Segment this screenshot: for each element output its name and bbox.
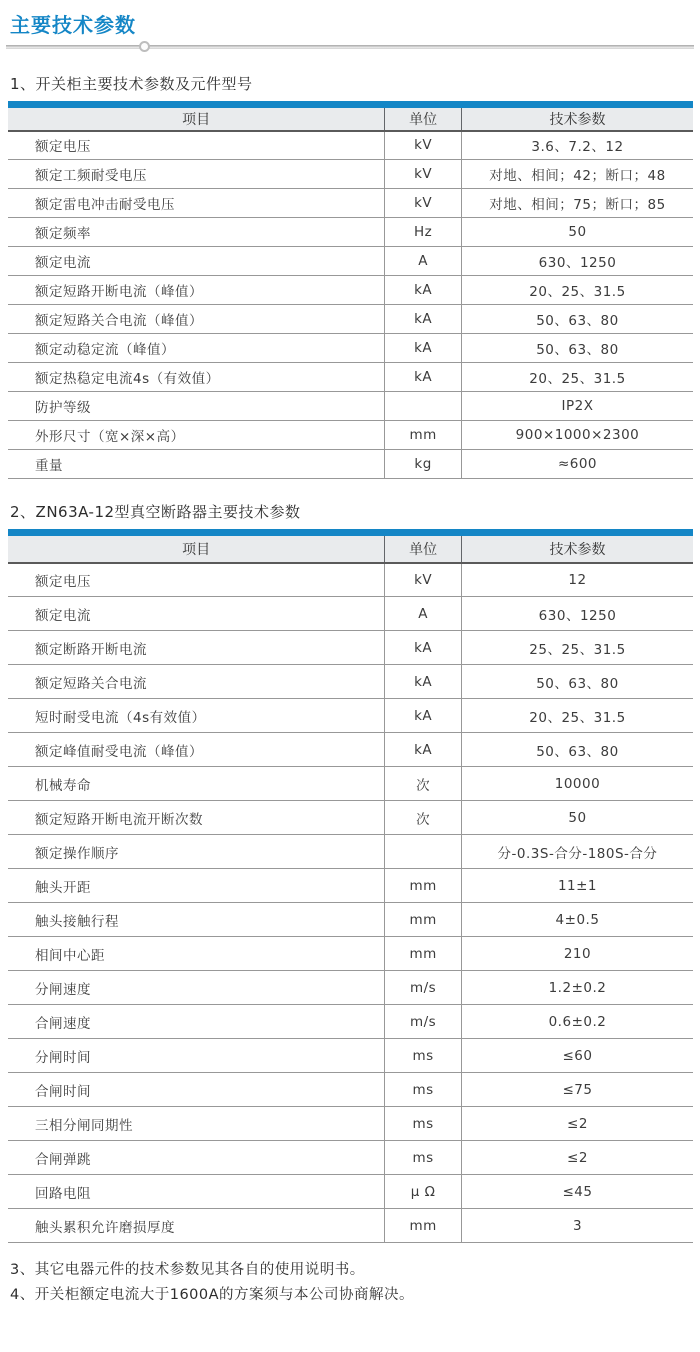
table1-header-value: 技术参数 xyxy=(461,105,693,131)
cell-value: IP2X xyxy=(461,392,693,421)
cell-item: 相间中心距 xyxy=(8,937,385,971)
table-row xyxy=(8,1073,693,1107)
cell-value: 50 xyxy=(461,801,693,835)
cell-unit: mm xyxy=(385,903,462,937)
cell-item: 额定电压 xyxy=(8,131,385,160)
table-row xyxy=(8,450,693,479)
cell-item: 触头接触行程 xyxy=(8,903,385,937)
table-row xyxy=(8,631,693,665)
table2-header-item: 项目 xyxy=(8,533,385,563)
table-row xyxy=(8,1141,693,1175)
cell-value: 10000 xyxy=(461,767,693,801)
cell-unit: Hz xyxy=(385,218,462,247)
cell-item: 额定雷电冲击耐受电压 xyxy=(8,189,385,218)
cell-item: 分闸时间 xyxy=(8,1039,385,1073)
cell-value: 900×1000×2300 xyxy=(461,421,693,450)
table-row xyxy=(8,363,693,392)
cell-value: 1.2±0.2 xyxy=(461,971,693,1005)
cell-unit: kA xyxy=(385,733,462,767)
cell-unit: kg xyxy=(385,450,462,479)
cell-item: 机械寿命 xyxy=(8,767,385,801)
cell-value: ≤2 xyxy=(461,1141,693,1175)
cell-item: 额定短路开断电流（峰值） xyxy=(8,276,385,305)
table-row xyxy=(8,392,693,421)
cell-item: 触头开距 xyxy=(8,869,385,903)
cell-value: 630、1250 xyxy=(461,597,693,631)
table1-header-item: 项目 xyxy=(8,105,385,131)
table-row xyxy=(8,903,693,937)
cell-unit: 次 xyxy=(385,767,462,801)
cell-value: 4±0.5 xyxy=(461,903,693,937)
cell-item: 额定短路关合电流（峰值） xyxy=(8,305,385,334)
cell-unit: kA xyxy=(385,334,462,363)
cell-item: 额定电流 xyxy=(8,597,385,631)
cell-value: 50、63、80 xyxy=(461,733,693,767)
cell-unit: kA xyxy=(385,631,462,665)
cell-unit: ms xyxy=(385,1073,462,1107)
cell-value: ≤75 xyxy=(461,1073,693,1107)
table2-header-value: 技术参数 xyxy=(461,533,693,563)
cell-value: 20、25、31.5 xyxy=(461,276,693,305)
cell-unit: mm xyxy=(385,1209,462,1243)
cell-unit: kV xyxy=(385,160,462,189)
table-row xyxy=(8,421,693,450)
cell-value: 3 xyxy=(461,1209,693,1243)
cell-item: 合闸弹跳 xyxy=(8,1141,385,1175)
cell-unit: kA xyxy=(385,665,462,699)
cell-item: 额定断路开断电流 xyxy=(8,631,385,665)
table-row xyxy=(8,189,693,218)
cell-unit xyxy=(385,835,462,869)
table-row xyxy=(8,597,693,631)
cell-value: ≤2 xyxy=(461,1107,693,1141)
table-row xyxy=(8,971,693,1005)
cell-value: 50 xyxy=(461,218,693,247)
table-row xyxy=(8,767,693,801)
cell-value: 630、1250 xyxy=(461,247,693,276)
cell-value: 对地、相间；42；断口；48 xyxy=(461,160,693,189)
cell-value: 210 xyxy=(461,937,693,971)
cell-value: 12 xyxy=(461,563,693,597)
cell-item: 额定峰值耐受电流（峰值） xyxy=(8,733,385,767)
table-row xyxy=(8,218,693,247)
cell-item: 额定电压 xyxy=(8,563,385,597)
cell-value: 50、63、80 xyxy=(461,334,693,363)
table-row xyxy=(8,305,693,334)
footnotes xyxy=(10,1258,700,1308)
cell-item: 回路电阻 xyxy=(8,1175,385,1209)
cell-value: 50、63、80 xyxy=(461,665,693,699)
cell-unit: m/s xyxy=(385,1005,462,1039)
cell-unit: A xyxy=(385,247,462,276)
cell-item: 额定操作顺序 xyxy=(8,835,385,869)
cell-unit: mm xyxy=(385,937,462,971)
table-row xyxy=(8,665,693,699)
cell-item: 合闸速度 xyxy=(8,1005,385,1039)
cell-unit: A xyxy=(385,597,462,631)
table-row xyxy=(8,1039,693,1073)
table-row xyxy=(8,801,693,835)
cell-value: 对地、相间；75；断口；85 xyxy=(461,189,693,218)
cell-item: 重量 xyxy=(8,450,385,479)
table-row xyxy=(8,1005,693,1039)
cell-unit: kV xyxy=(385,131,462,160)
table-row xyxy=(8,733,693,767)
cell-unit: mm xyxy=(385,869,462,903)
table1-header-unit: 单位 xyxy=(385,105,462,131)
table-row xyxy=(8,1209,693,1243)
cell-value: 20、25、31.5 xyxy=(461,363,693,392)
cell-item: 分闸速度 xyxy=(8,971,385,1005)
cell-unit: μ Ω xyxy=(385,1175,462,1209)
table-row xyxy=(8,835,693,869)
cell-unit: kA xyxy=(385,699,462,733)
title-divider xyxy=(6,45,694,49)
table1-header-row xyxy=(8,105,693,131)
cell-unit: kV xyxy=(385,189,462,218)
cell-value: 11±1 xyxy=(461,869,693,903)
cell-unit xyxy=(385,392,462,421)
table-row xyxy=(8,334,693,363)
cell-value: ≈600 xyxy=(461,450,693,479)
cell-unit: kA xyxy=(385,363,462,392)
section1-heading: 1、开关柜主要技术参数及元件型号 xyxy=(10,75,253,93)
cell-unit: kA xyxy=(385,276,462,305)
cell-unit: ms xyxy=(385,1141,462,1175)
cell-value: 50、63、80 xyxy=(461,305,693,334)
breaker-parameters-table xyxy=(8,529,693,1243)
cell-item: 额定短路关合电流 xyxy=(8,665,385,699)
table-row xyxy=(8,1107,693,1141)
cell-item: 触头累积允许磨损厚度 xyxy=(8,1209,385,1243)
table-row xyxy=(8,699,693,733)
cell-item: 外形尺寸（宽×深×高） xyxy=(8,421,385,450)
cell-item: 额定工频耐受电压 xyxy=(8,160,385,189)
table-row xyxy=(8,276,693,305)
footnote-3: 3、其它电器元件的技术参数见其各自的使用说明书。 xyxy=(10,1262,365,1278)
cell-unit: ms xyxy=(385,1039,462,1073)
cell-item: 额定电流 xyxy=(8,247,385,276)
cell-value: 0.6±0.2 xyxy=(461,1005,693,1039)
cell-unit: 次 xyxy=(385,801,462,835)
table-row xyxy=(8,1175,693,1209)
table-row xyxy=(8,247,693,276)
cell-value: 25、25、31.5 xyxy=(461,631,693,665)
cell-item: 额定动稳定流（峰值） xyxy=(8,334,385,363)
footnote-4: 4、开关柜额定电流大于1600A的方案须与本公司协商解决。 xyxy=(10,1287,415,1303)
table-row xyxy=(8,869,693,903)
cell-item: 短时耐受电流（4s有效值） xyxy=(8,699,385,733)
cell-value: 20、25、31.5 xyxy=(461,699,693,733)
cell-unit: kA xyxy=(385,305,462,334)
table2-header-row xyxy=(8,533,693,563)
cell-item: 额定短路开断电流开断次数 xyxy=(8,801,385,835)
cell-value: ≤60 xyxy=(461,1039,693,1073)
cell-item: 防护等级 xyxy=(8,392,385,421)
document-page xyxy=(0,9,700,1352)
table-row xyxy=(8,131,693,160)
cell-item: 额定热稳定电流4s（有效值） xyxy=(8,363,385,392)
cell-item: 合闸时间 xyxy=(8,1073,385,1107)
cell-unit: kV xyxy=(385,563,462,597)
table-row xyxy=(8,563,693,597)
switchgear-parameters-table xyxy=(8,101,693,479)
cell-item: 三相分闸同期性 xyxy=(8,1107,385,1141)
table-row xyxy=(8,160,693,189)
cell-unit: mm xyxy=(385,421,462,450)
table-row xyxy=(8,937,693,971)
cell-value: 分-0.3S-合分-180S-合分 xyxy=(461,835,693,869)
cell-item: 额定频率 xyxy=(8,218,385,247)
table2-header-unit: 单位 xyxy=(385,533,462,563)
cell-unit: ms xyxy=(385,1107,462,1141)
divider-knob-circle xyxy=(139,41,150,52)
cell-unit: m/s xyxy=(385,971,462,1005)
page-title: 主要技术参数 xyxy=(10,13,136,37)
section2-heading: 2、ZN63A-12型真空断路器主要技术参数 xyxy=(10,503,301,521)
cell-value: ≤45 xyxy=(461,1175,693,1209)
cell-value: 3.6、7.2、12 xyxy=(461,131,693,160)
